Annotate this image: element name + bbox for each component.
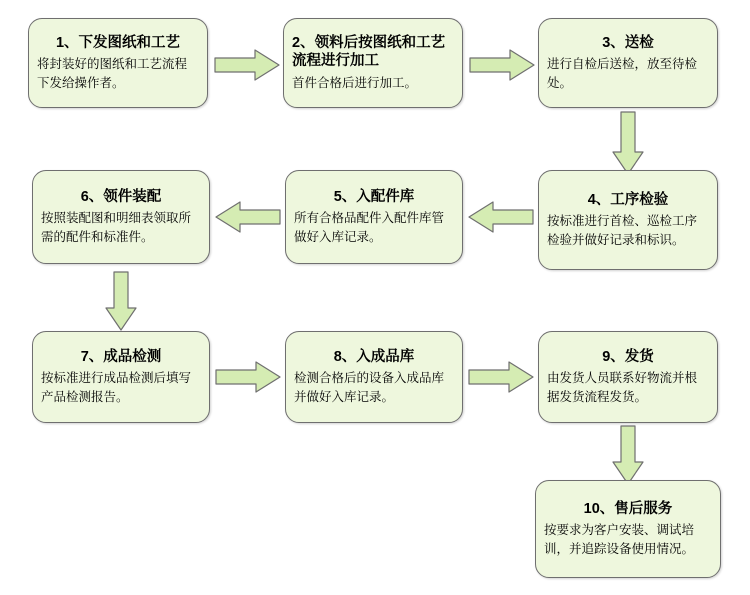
arrow-5-to-6	[214, 200, 282, 234]
flow-node-6-body: 按照装配图和明细表领取所需的配件和标准件。	[41, 211, 192, 244]
arrow-9-to-10	[611, 424, 645, 486]
flow-node-5[interactable]	[285, 170, 463, 264]
flow-node-3[interactable]	[538, 18, 718, 108]
arrow-3-to-4	[611, 110, 645, 176]
flow-node-10[interactable]	[535, 480, 721, 578]
flow-node-3-title: 3、送检	[602, 35, 654, 52]
arrow-8-to-9	[467, 360, 535, 394]
flow-node-6[interactable]	[32, 170, 210, 264]
flow-node-9-title: 9、发货	[602, 349, 654, 366]
flow-node-1-body: 将封装好的图纸和工艺流程下发给操作者。	[37, 57, 188, 90]
flow-node-3-body: 进行自检后送检，放至待检处。	[547, 57, 698, 90]
flow-node-1-title: 1、下发图纸和工艺	[55, 35, 181, 52]
flow-node-2[interactable]	[283, 18, 463, 108]
arrow-6-to-7	[104, 270, 138, 332]
flow-node-4[interactable]	[538, 170, 718, 270]
flow-node-9[interactable]	[538, 331, 718, 423]
flow-node-8-body: 检测合格后的设备入成品库并做好入库记录。	[294, 371, 445, 404]
flow-node-8[interactable]	[285, 331, 463, 423]
flow-node-7-title: 7、成品检测	[80, 349, 162, 366]
arrow-1-to-2	[213, 48, 281, 82]
flow-node-6-title: 6、领件装配	[80, 189, 162, 206]
flow-node-1[interactable]	[28, 18, 208, 108]
flow-node-7-body: 按标准进行成品检测后填写产品检测报告。	[41, 371, 192, 404]
flow-node-5-title: 5、入配件库	[333, 189, 415, 206]
flow-node-5-body: 所有合格品配件入配件库管做好入库记录。	[294, 211, 445, 244]
flow-node-8-title: 8、入成品库	[333, 349, 415, 366]
flow-node-10-body: 按要求为客户安装、调试培训，并追踪设备使用情况。	[544, 523, 695, 556]
flow-node-7[interactable]	[32, 331, 210, 423]
arrow-2-to-3	[468, 48, 536, 82]
flow-node-9-body: 由发货人员联系好物流并根据发货流程发货。	[547, 371, 698, 404]
flow-node-2-body: 首件合格后进行加工。	[292, 75, 418, 90]
flow-node-4-body: 按标准进行首检、巡检工序检验并做好记录和标识。	[547, 214, 698, 247]
flow-node-2-title: 2、领料后按图纸和工艺流程进行加工	[292, 35, 446, 70]
flow-node-10-title: 10、售后服务	[583, 501, 673, 518]
flow-node-4-title: 4、工序检验	[587, 192, 669, 209]
arrow-4-to-5	[467, 200, 535, 234]
arrow-7-to-8	[214, 360, 282, 394]
